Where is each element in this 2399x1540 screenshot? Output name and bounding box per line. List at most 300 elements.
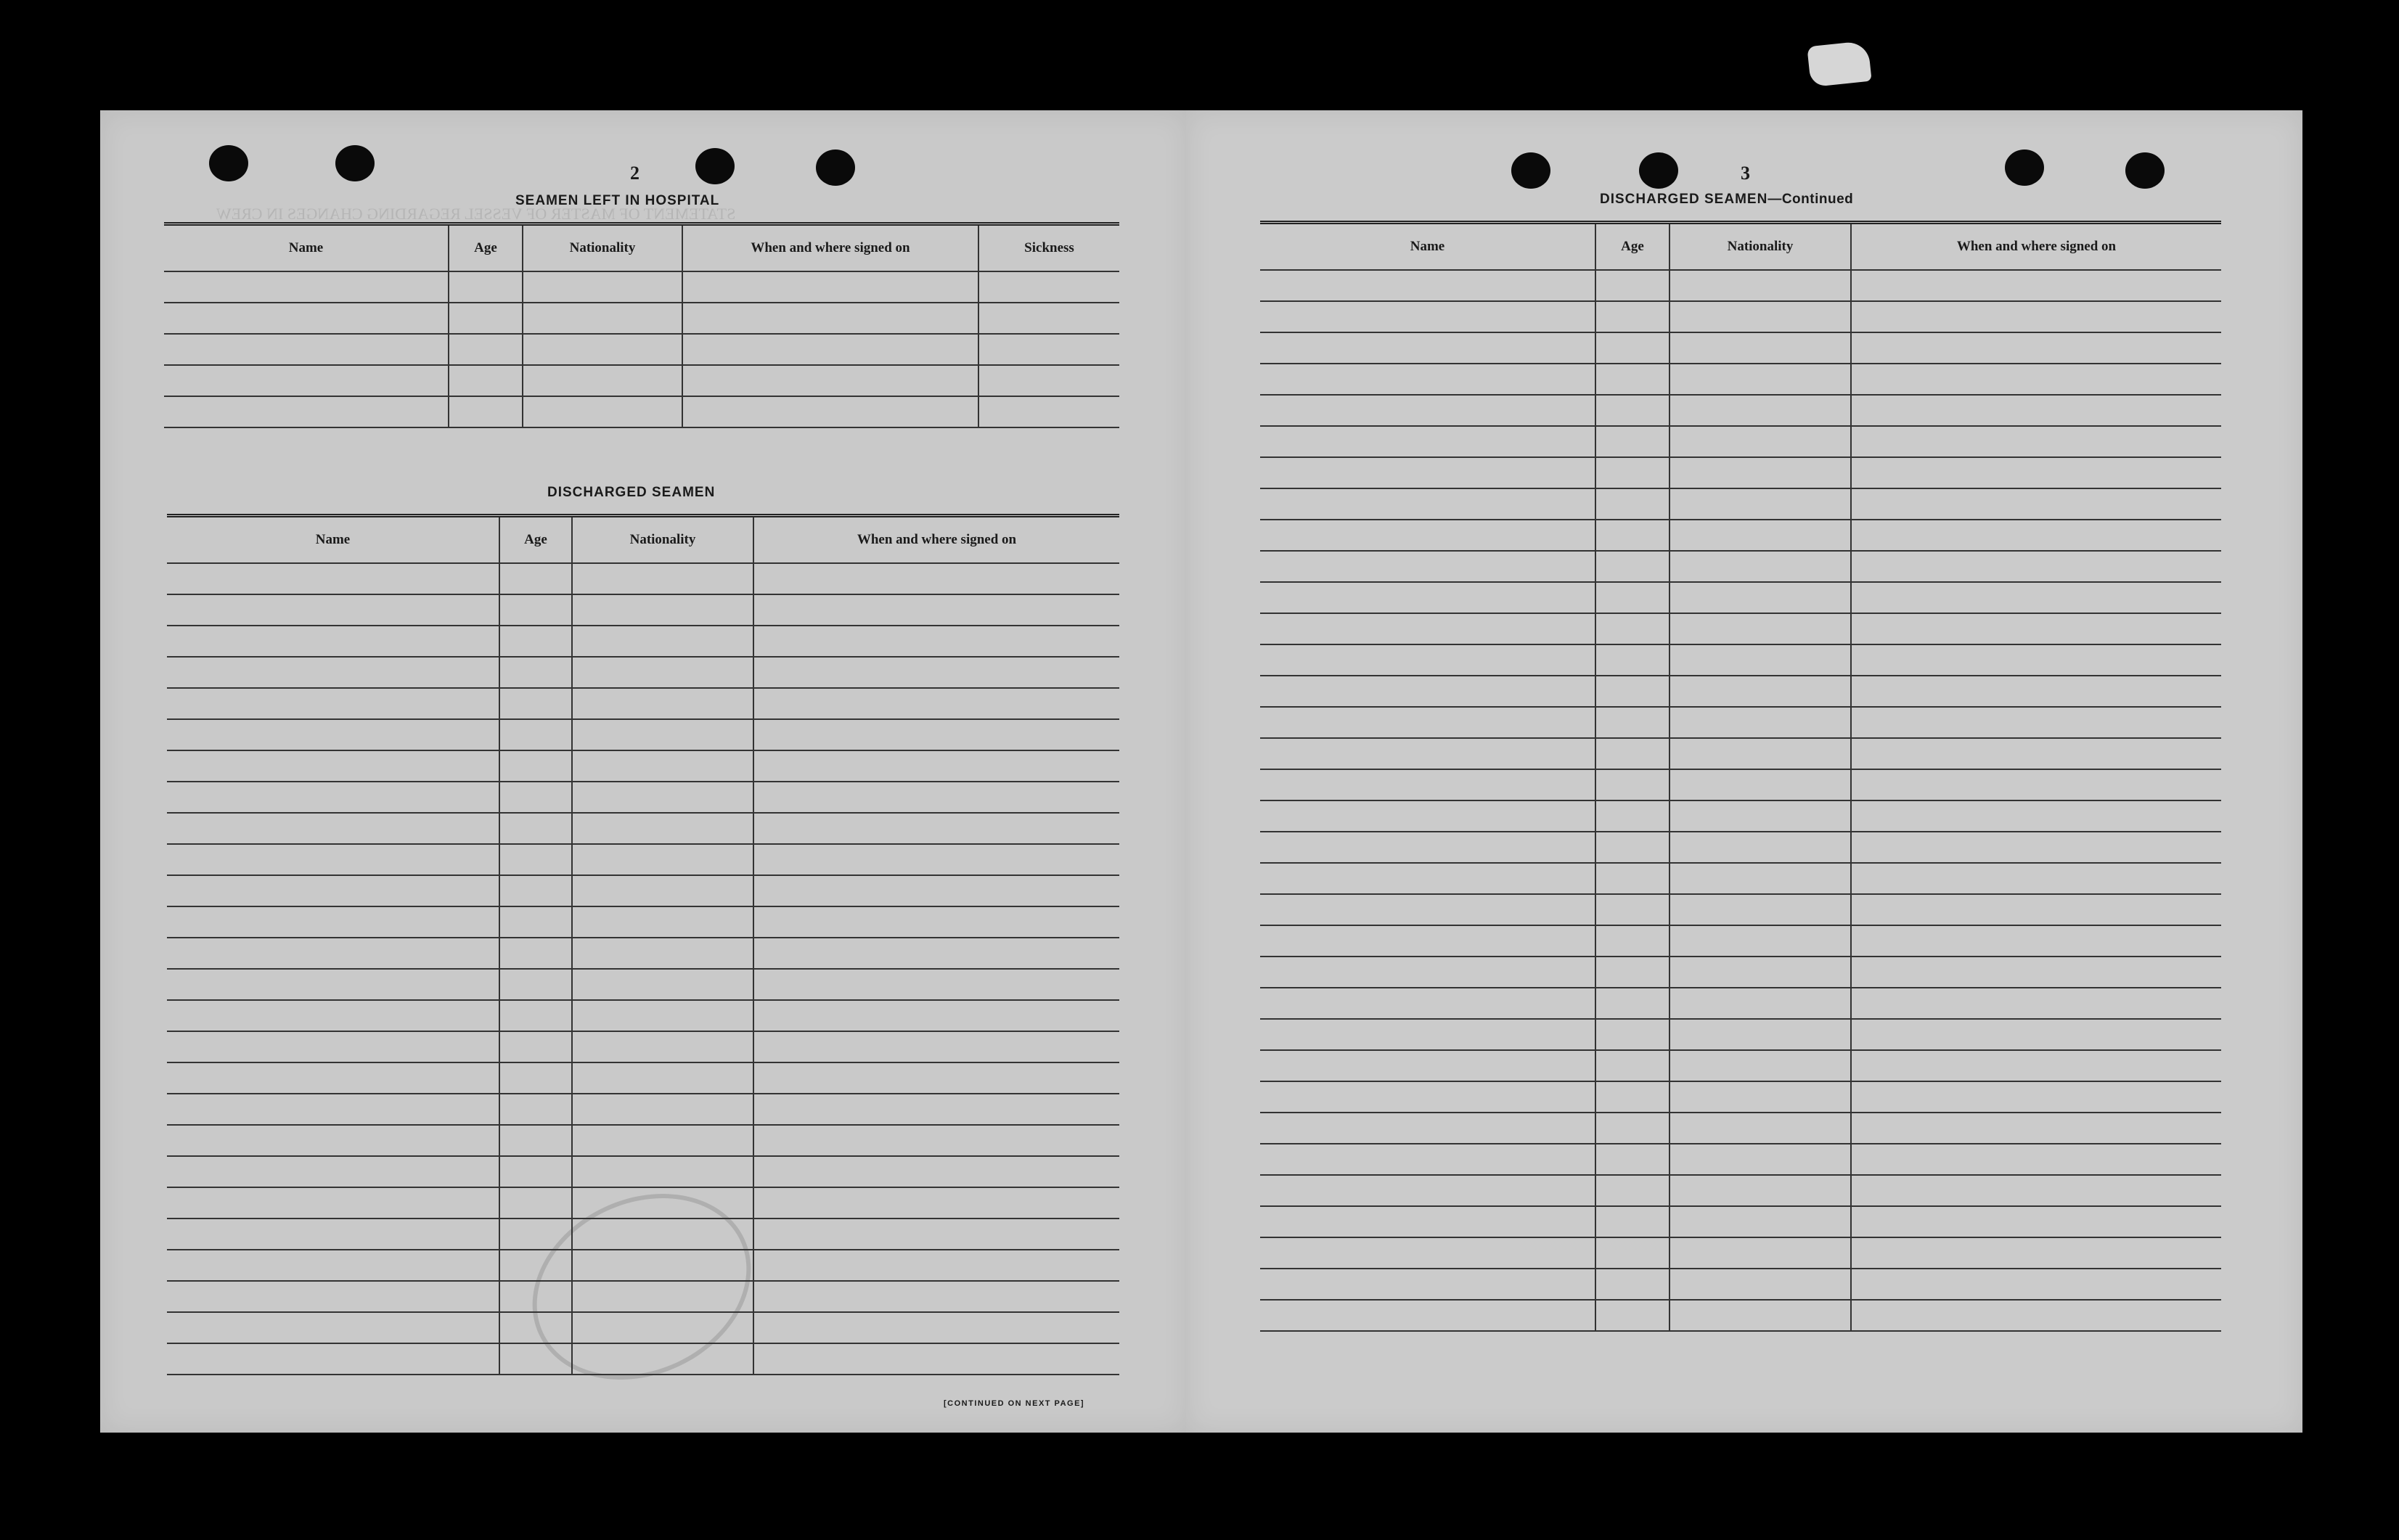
table-row	[167, 1343, 1119, 1375]
blank-cell	[572, 594, 753, 626]
blank-cell	[753, 688, 1119, 719]
table-row	[167, 657, 1119, 688]
blank-cell	[164, 271, 449, 303]
blank-cell	[572, 782, 753, 813]
blank-cell	[1595, 613, 1670, 644]
blank-cell	[1670, 1175, 1851, 1206]
blank-cell	[1260, 488, 1595, 520]
table-row	[167, 719, 1119, 750]
blank-cell	[572, 1062, 753, 1094]
blank-cell	[1260, 1300, 1595, 1331]
blank-cell	[753, 875, 1119, 906]
blank-cell	[167, 1312, 499, 1343]
blank-cell	[1260, 426, 1595, 457]
blank-cell	[1851, 707, 2221, 738]
blank-cell	[1260, 332, 1595, 364]
blank-cell	[1595, 1019, 1670, 1050]
blank-cell	[1260, 1050, 1595, 1081]
table-row	[1260, 1081, 2221, 1113]
blank-cell	[1260, 925, 1595, 957]
blank-cell	[1595, 1050, 1670, 1081]
blank-cell	[1260, 582, 1595, 613]
blank-cell	[1595, 1269, 1670, 1300]
blank-cell	[1595, 738, 1670, 769]
blank-cell	[167, 1031, 499, 1062]
hospital-table-body	[164, 271, 1119, 427]
discharged-continued-title-main: DISCHARGED SEAMEN	[1600, 192, 1768, 207]
blank-cell	[572, 688, 753, 719]
discharged-continued-table-body	[1260, 270, 2221, 1331]
blank-cell	[449, 365, 523, 396]
table-row	[164, 396, 1119, 427]
blank-cell	[753, 1094, 1119, 1125]
table-row	[167, 875, 1119, 906]
blank-cell	[572, 906, 753, 938]
table-row	[164, 271, 1119, 303]
blank-cell	[572, 563, 753, 594]
column-header-nationality: Nationality	[1670, 223, 1851, 271]
blank-cell	[572, 657, 753, 688]
blank-cell	[1670, 894, 1851, 925]
blank-cell	[167, 1000, 499, 1031]
table-row	[1260, 332, 2221, 364]
blank-cell	[753, 1062, 1119, 1094]
table-row	[1260, 925, 2221, 957]
blank-cell	[449, 303, 523, 334]
blank-cell	[572, 1343, 753, 1375]
blank-cell	[1595, 582, 1670, 613]
blank-cell	[523, 271, 682, 303]
table-row	[1260, 1113, 2221, 1144]
blank-cell	[1851, 488, 2221, 520]
column-header-age: Age	[1595, 223, 1670, 271]
torn-paper-scrap	[1807, 41, 1871, 87]
table-row	[1260, 1144, 2221, 1175]
blank-cell	[753, 750, 1119, 782]
blank-cell	[449, 334, 523, 365]
hospital-section-title: SEAMEN LEFT IN HOSPITAL	[515, 193, 720, 208]
column-header-age: Age	[449, 224, 523, 272]
blank-cell	[499, 1343, 572, 1375]
discharged-section-title: DISCHARGED SEAMEN	[547, 485, 716, 500]
table-row	[167, 1156, 1119, 1187]
blank-cell	[753, 1031, 1119, 1062]
blank-cell	[523, 365, 682, 396]
blank-cell	[1851, 1175, 2221, 1206]
blank-cell	[1851, 644, 2221, 676]
blank-cell	[572, 813, 753, 844]
discharged-table-header	[167, 516, 1119, 564]
blank-cell	[1595, 800, 1670, 832]
blank-cell	[572, 875, 753, 906]
blank-cell	[1260, 769, 1595, 800]
blank-cell	[1670, 800, 1851, 832]
blank-cell	[1670, 957, 1851, 988]
blank-cell	[499, 594, 572, 626]
blank-cell	[572, 1094, 753, 1125]
blank-cell	[1260, 1019, 1595, 1050]
punch-hole	[816, 150, 855, 186]
blank-cell	[499, 1125, 572, 1156]
blank-cell	[1595, 988, 1670, 1019]
blank-cell	[572, 1312, 753, 1343]
blank-cell	[499, 969, 572, 1000]
blank-cell	[753, 563, 1119, 594]
table-row	[167, 563, 1119, 594]
blank-cell	[1670, 1113, 1851, 1144]
blank-cell	[499, 750, 572, 782]
blank-cell	[1670, 613, 1851, 644]
blank-cell	[753, 1156, 1119, 1187]
punch-hole	[1639, 152, 1678, 189]
blank-cell	[1851, 1237, 2221, 1269]
blank-cell	[1260, 988, 1595, 1019]
table-row	[167, 844, 1119, 875]
blank-cell	[1851, 769, 2221, 800]
blank-cell	[572, 969, 753, 1000]
blank-cell	[1670, 1237, 1851, 1269]
blank-cell	[523, 303, 682, 334]
table-row	[1260, 738, 2221, 769]
blank-cell	[1595, 707, 1670, 738]
hospital-table-header	[164, 224, 1119, 272]
blank-cell	[1595, 644, 1670, 676]
blank-cell	[572, 1000, 753, 1031]
blank-cell	[1595, 894, 1670, 925]
blank-cell	[1670, 426, 1851, 457]
table-row	[164, 334, 1119, 365]
blank-cell	[1851, 676, 2221, 707]
table-row	[1260, 457, 2221, 488]
blank-cell	[978, 365, 1119, 396]
blank-cell	[1670, 644, 1851, 676]
blank-cell	[1595, 520, 1670, 551]
blank-cell	[753, 1250, 1119, 1281]
blank-cell	[1260, 1237, 1595, 1269]
blank-cell	[1260, 270, 1595, 301]
blank-cell	[499, 1219, 572, 1250]
blank-cell	[1670, 925, 1851, 957]
discharged-continued-table-header	[1260, 223, 2221, 271]
blank-cell	[682, 334, 978, 365]
table-row	[1260, 707, 2221, 738]
blank-cell	[499, 688, 572, 719]
blank-cell	[1595, 1081, 1670, 1113]
blank-cell	[167, 1156, 499, 1187]
table-row	[1260, 1237, 2221, 1269]
blank-cell	[1851, 925, 2221, 957]
blank-cell	[1851, 800, 2221, 832]
blank-cell	[1851, 832, 2221, 863]
blank-cell	[1260, 894, 1595, 925]
blank-cell	[1670, 582, 1851, 613]
blank-cell	[1851, 1081, 2221, 1113]
blank-cell	[499, 875, 572, 906]
table-row	[167, 594, 1119, 626]
blank-cell	[1260, 364, 1595, 395]
blank-cell	[499, 1000, 572, 1031]
blank-cell	[1670, 301, 1851, 332]
left-page	[100, 110, 1189, 1433]
blank-cell	[167, 1062, 499, 1094]
table-row	[167, 1187, 1119, 1219]
table-row	[1260, 676, 2221, 707]
blank-cell	[1851, 1019, 2221, 1050]
blank-cell	[978, 271, 1119, 303]
blank-cell	[167, 750, 499, 782]
table-row	[1260, 1175, 2221, 1206]
blank-cell	[167, 938, 499, 969]
page-number: 3	[1741, 163, 1750, 184]
table-row	[164, 303, 1119, 334]
blank-cell	[1260, 676, 1595, 707]
table-row	[167, 813, 1119, 844]
blank-cell	[1670, 1206, 1851, 1237]
blank-cell	[753, 844, 1119, 875]
blank-cell	[1851, 1144, 2221, 1175]
blank-cell	[1595, 832, 1670, 863]
blank-cell	[167, 906, 499, 938]
blank-cell	[753, 1000, 1119, 1031]
blank-cell	[753, 719, 1119, 750]
blank-cell	[1851, 270, 2221, 301]
blank-cell	[978, 396, 1119, 427]
blank-cell	[572, 1281, 753, 1312]
blank-cell	[499, 1031, 572, 1062]
table-row	[167, 1031, 1119, 1062]
punch-hole	[209, 145, 248, 181]
table-row	[1260, 364, 2221, 395]
blank-cell	[1670, 863, 1851, 894]
blank-cell	[1595, 957, 1670, 988]
blank-cell	[682, 271, 978, 303]
blank-cell	[167, 875, 499, 906]
blank-cell	[1851, 364, 2221, 395]
blank-cell	[753, 813, 1119, 844]
blank-cell	[1851, 894, 2221, 925]
blank-cell	[1851, 957, 2221, 988]
blank-cell	[499, 844, 572, 875]
blank-cell	[1670, 1144, 1851, 1175]
blank-cell	[1670, 1300, 1851, 1331]
blank-cell	[1260, 1269, 1595, 1300]
table-row	[167, 1312, 1119, 1343]
blank-cell	[1851, 1206, 2221, 1237]
blank-cell	[1670, 1269, 1851, 1300]
blank-cell	[1595, 1113, 1670, 1144]
blank-cell	[753, 938, 1119, 969]
table-row	[167, 1000, 1119, 1031]
blank-cell	[1851, 1113, 2221, 1144]
table-row	[167, 906, 1119, 938]
blank-cell	[753, 626, 1119, 657]
blank-cell	[1670, 1081, 1851, 1113]
blank-cell	[1260, 613, 1595, 644]
blank-cell	[1595, 1300, 1670, 1331]
blank-cell	[978, 303, 1119, 334]
blank-cell	[753, 1125, 1119, 1156]
table-row	[1260, 1269, 2221, 1300]
blank-cell	[164, 334, 449, 365]
blank-cell	[753, 1187, 1119, 1219]
column-header-when-and-where-signed-on: When and where signed on	[753, 516, 1119, 564]
table-row	[167, 750, 1119, 782]
blank-cell	[523, 334, 682, 365]
blank-cell	[1595, 676, 1670, 707]
blank-cell	[499, 1312, 572, 1343]
blank-cell	[978, 334, 1119, 365]
blank-cell	[449, 396, 523, 427]
blank-cell	[164, 365, 449, 396]
blank-cell	[1670, 676, 1851, 707]
blank-cell	[1260, 301, 1595, 332]
blank-cell	[167, 594, 499, 626]
table-row	[1260, 582, 2221, 613]
table-row	[167, 1250, 1119, 1281]
blank-cell	[753, 657, 1119, 688]
table-row	[167, 1062, 1119, 1094]
blank-cell	[1260, 1144, 1595, 1175]
table-row	[1260, 488, 2221, 520]
blank-cell	[499, 563, 572, 594]
table-row	[164, 365, 1119, 396]
column-header-name: Name	[164, 224, 449, 272]
blank-cell	[753, 906, 1119, 938]
blank-cell	[1851, 863, 2221, 894]
blank-cell	[1851, 738, 2221, 769]
table-row	[1260, 957, 2221, 988]
blank-cell	[572, 938, 753, 969]
table-row	[1260, 894, 2221, 925]
blank-cell	[1260, 832, 1595, 863]
blank-cell	[753, 1281, 1119, 1312]
blank-cell	[499, 938, 572, 969]
blank-cell	[1260, 644, 1595, 676]
blank-cell	[572, 626, 753, 657]
punch-hole	[335, 145, 375, 181]
blank-cell	[1670, 395, 1851, 426]
blank-cell	[1851, 582, 2221, 613]
blank-cell	[167, 1187, 499, 1219]
blank-cell	[1851, 395, 2221, 426]
continued-note: [CONTINUED ON NEXT PAGE]	[944, 1399, 1085, 1408]
table-row	[1260, 863, 2221, 894]
blank-cell	[1260, 707, 1595, 738]
table-row	[1260, 301, 2221, 332]
blank-cell	[1851, 1050, 2221, 1081]
blank-cell	[167, 782, 499, 813]
blank-cell	[753, 1343, 1119, 1375]
blank-cell	[164, 396, 449, 427]
blank-cell	[1851, 1300, 2221, 1331]
blank-cell	[499, 626, 572, 657]
blank-cell	[1260, 1113, 1595, 1144]
blank-cell	[753, 782, 1119, 813]
blank-cell	[1670, 738, 1851, 769]
table-row	[167, 688, 1119, 719]
blank-cell	[499, 782, 572, 813]
table-row	[1260, 270, 2221, 301]
table-row	[1260, 426, 2221, 457]
blank-cell	[167, 1125, 499, 1156]
blank-cell	[1595, 332, 1670, 364]
blank-cell	[1260, 395, 1595, 426]
blank-cell	[167, 844, 499, 875]
punch-hole	[695, 148, 735, 184]
blank-cell	[1595, 551, 1670, 582]
column-header-name: Name	[1260, 223, 1595, 271]
table-row	[167, 938, 1119, 969]
blank-cell	[1670, 988, 1851, 1019]
blank-cell	[1851, 301, 2221, 332]
discharged-table	[167, 514, 1119, 1375]
column-header-when-and-where-signed-on: When and where signed on	[1851, 223, 2221, 271]
blank-cell	[167, 657, 499, 688]
blank-cell	[1595, 863, 1670, 894]
blank-cell	[572, 719, 753, 750]
blank-cell	[1851, 613, 2221, 644]
hospital-table	[164, 222, 1119, 428]
blank-cell	[1851, 1269, 2221, 1300]
blank-cell	[1670, 270, 1851, 301]
table-row	[1260, 613, 2221, 644]
blank-cell	[1595, 1206, 1670, 1237]
column-header-sickness: Sickness	[978, 224, 1119, 272]
blank-cell	[753, 1219, 1119, 1250]
blank-cell	[572, 1250, 753, 1281]
table-row	[1260, 1050, 2221, 1081]
blank-cell	[1670, 488, 1851, 520]
blank-cell	[167, 688, 499, 719]
table-row	[1260, 800, 2221, 832]
blank-cell	[499, 906, 572, 938]
blank-cell	[1260, 863, 1595, 894]
blank-cell	[499, 657, 572, 688]
blank-cell	[753, 969, 1119, 1000]
blank-cell	[1670, 707, 1851, 738]
blank-cell	[1595, 1175, 1670, 1206]
column-header-age: Age	[499, 516, 572, 564]
table-row	[1260, 395, 2221, 426]
blank-cell	[1670, 1050, 1851, 1081]
blank-cell	[499, 1156, 572, 1187]
column-header-when-and-where-signed-on: When and where signed on	[682, 224, 978, 272]
right-page	[1186, 110, 2302, 1433]
bleed-through-text: STATEMENT OF MASTER OF VESSEL REGARDING CHANGES IN CREW	[216, 205, 736, 223]
blank-cell	[1851, 551, 2221, 582]
blank-cell	[1595, 1144, 1670, 1175]
blank-cell	[753, 594, 1119, 626]
blank-cell	[1595, 769, 1670, 800]
blank-cell	[1670, 1019, 1851, 1050]
blank-cell	[1851, 426, 2221, 457]
blank-cell	[572, 1125, 753, 1156]
blank-cell	[572, 1219, 753, 1250]
blank-cell	[1595, 364, 1670, 395]
blank-cell	[1260, 520, 1595, 551]
blank-cell	[1595, 301, 1670, 332]
blank-cell	[572, 844, 753, 875]
table-row	[1260, 520, 2221, 551]
blank-cell	[572, 1156, 753, 1187]
blank-cell	[1260, 957, 1595, 988]
blank-cell	[1670, 364, 1851, 395]
blank-cell	[1851, 988, 2221, 1019]
table-row	[1260, 644, 2221, 676]
blank-cell	[1595, 395, 1670, 426]
blank-cell	[1670, 832, 1851, 863]
blank-cell	[1670, 332, 1851, 364]
